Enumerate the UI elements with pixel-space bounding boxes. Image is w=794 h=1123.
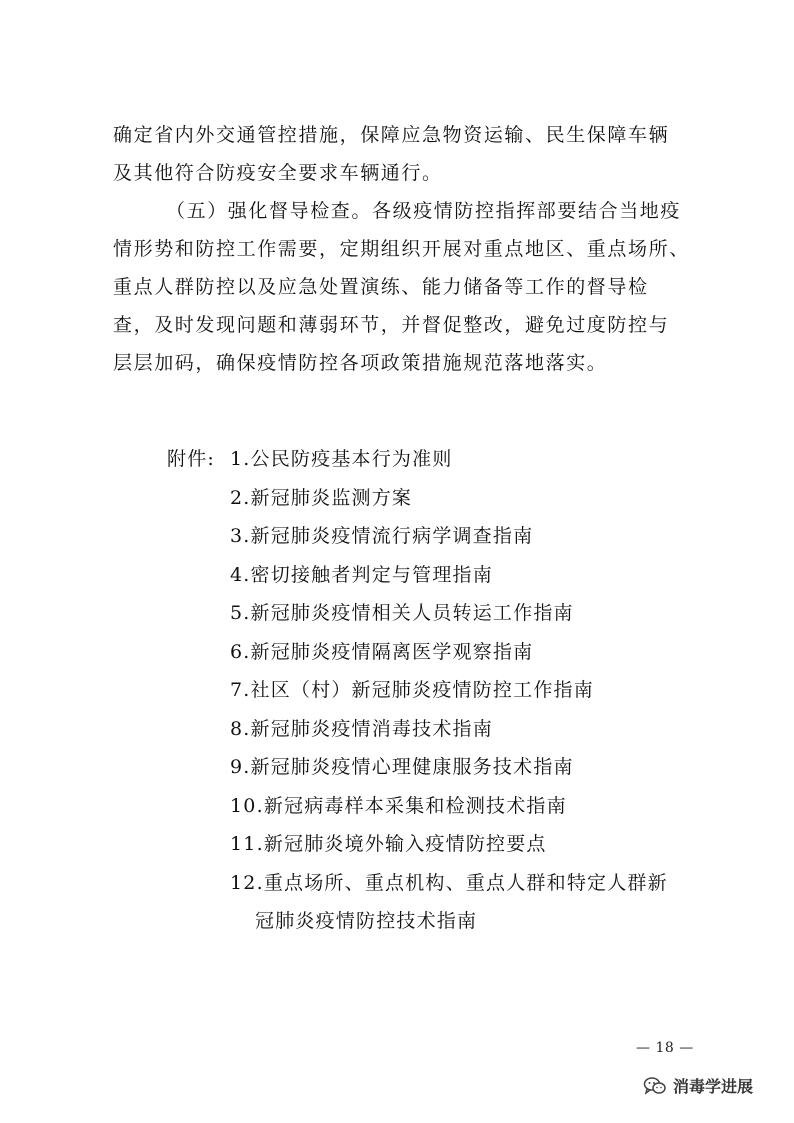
attachment-number: 9. bbox=[230, 756, 251, 778]
attachment-title: 重点场所、重点机构、重点人群和特定人群新 bbox=[263, 871, 668, 894]
paragraph-supervision bbox=[113, 192, 693, 382]
attachment-number: 7. bbox=[230, 679, 251, 701]
text-line: 确定省内外交通管控措施，保障应急物资运输、民生保障车辆 bbox=[113, 124, 670, 146]
attachment-title: 新冠肺炎疫情流行病学调查指南 bbox=[250, 525, 534, 547]
attachment-number: 1. bbox=[230, 448, 251, 470]
attachment-title: 新冠肺炎疫情消毒技术指南 bbox=[250, 717, 493, 740]
attachment-number: 10. bbox=[230, 794, 264, 817]
attachment-item bbox=[167, 787, 668, 826]
attachment-number: 3. bbox=[230, 525, 251, 547]
wechat-watermark bbox=[643, 1074, 753, 1097]
attachment-number: 2. bbox=[230, 486, 251, 509]
attachment-item bbox=[167, 594, 668, 633]
attachment-item bbox=[167, 671, 668, 710]
attachment-title: 新冠肺炎疫情心理健康服务技术指南 bbox=[250, 756, 574, 778]
attachment-title: 密切接触者判定与管理指南 bbox=[250, 563, 493, 586]
attachment-number: 5. bbox=[230, 602, 251, 624]
text-line: 层层加码，确保疫情防控各项政策措施规范落地落实。 bbox=[113, 352, 608, 374]
attachment-item bbox=[167, 864, 668, 903]
attachment-number: 6. bbox=[230, 640, 251, 663]
attachment-item bbox=[167, 748, 668, 787]
attachment-title: 新冠肺炎疫情隔离医学观察指南 bbox=[250, 640, 534, 663]
attachment-title: 社区（村）新冠肺炎疫情防控工作指南 bbox=[250, 679, 594, 701]
attachment-title: 公民防疫基本行为准则 bbox=[250, 448, 453, 470]
text-line: 及其他符合防疫安全要求车辆通行。 bbox=[113, 162, 443, 184]
watermark-text: 消毒学进展 bbox=[673, 1077, 754, 1096]
attachment-number: 4. bbox=[230, 563, 251, 586]
wechat-icon bbox=[643, 1076, 667, 1096]
attachment-title-continuation: 冠肺炎疫情防控技术指南 bbox=[255, 910, 478, 932]
attachment-number: 8. bbox=[230, 717, 251, 740]
text-line: 情形势和防控工作需要，定期组织开展对重点地区、重点场所、 bbox=[113, 238, 690, 260]
attachment-item bbox=[167, 556, 668, 595]
attachment-item bbox=[167, 517, 668, 556]
attachment-label: 附件: bbox=[167, 448, 216, 470]
attachment-title: 新冠肺炎境外输入疫情防控要点 bbox=[263, 833, 547, 855]
text-line: （五）强化督导检查。各级疫情防控指挥部要结合当地疫 bbox=[166, 200, 682, 222]
text-line: 重点人群防控以及应急处置演练、能力储备等工作的督导检 bbox=[113, 276, 649, 298]
paragraph-traffic-control bbox=[113, 116, 693, 192]
attachment-title: 新冠病毒样本采集和检测技术指南 bbox=[263, 794, 567, 817]
attachment-item bbox=[167, 479, 668, 518]
attachment-item bbox=[167, 633, 668, 672]
attachment-number: 11. bbox=[230, 833, 264, 855]
attachment-list bbox=[167, 440, 668, 941]
page-number: — 18 — bbox=[636, 1040, 694, 1056]
attachment-item bbox=[167, 710, 668, 749]
text-line: 查，及时发现问题和薄弱环节，并督促整改，避免过度防控与 bbox=[113, 314, 670, 336]
attachment-item bbox=[167, 825, 668, 864]
attachment-number: 12. bbox=[230, 871, 264, 894]
attachment-title: 新冠肺炎监测方案 bbox=[250, 486, 413, 509]
attachment-item bbox=[167, 440, 668, 479]
attachment-title: 新冠肺炎疫情相关人员转运工作指南 bbox=[250, 602, 574, 624]
